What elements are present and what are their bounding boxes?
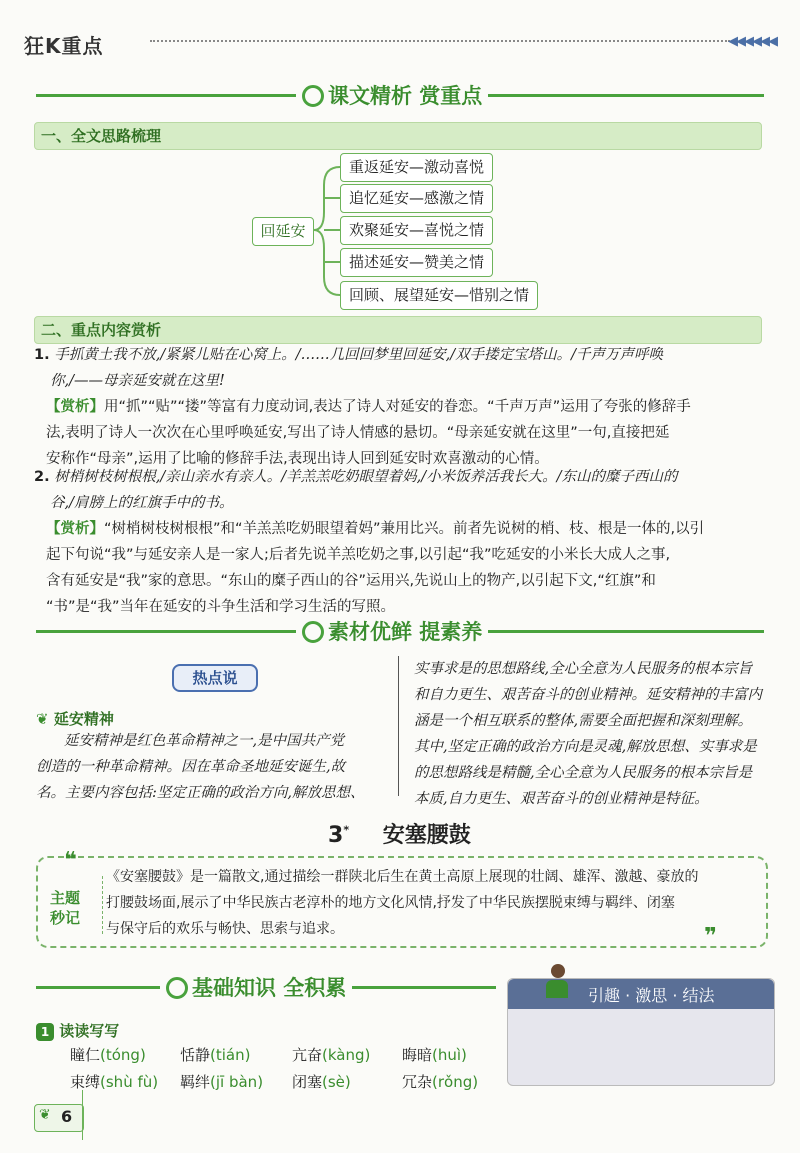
subsection-label: 一、全文思路梳理 <box>41 127 162 145</box>
lesson-title <box>328 818 471 849</box>
body-line: 与保守后的欢乐与畅快、思索与追求。 <box>106 921 344 937</box>
vocab-item: 亢奋(kàng) <box>292 1046 371 1064</box>
analysis-text: 起下句说“我”与延安亲人是一家人;后者先说羊羔吃奶之事,以引起“我”吃延安的小米长大成人之事, <box>46 547 671 563</box>
number-one-icon: 1 <box>36 1023 54 1041</box>
vocab-item: 冗杂(rǒng) <box>402 1073 479 1091</box>
hot-badge-label: 热点说 <box>192 669 238 687</box>
vocab-item: 恬静(tián) <box>180 1046 251 1064</box>
hot-body-right <box>414 656 770 812</box>
body-line: 其中,坚定正确的政治方向是灵魂,解放思想、实事求是 <box>414 739 757 755</box>
footer-rule <box>82 1090 83 1140</box>
vocab-heading-text: 读读写写 <box>59 1022 120 1040</box>
tips-panel-title: 引趣 · 激思 · 结法 <box>588 986 715 1005</box>
section-title <box>160 972 352 1002</box>
leaf-icon: ❦ <box>36 710 49 728</box>
poem-line: 树梢树枝树根根,/亲山亲水有亲人。/羊羔羔吃奶眼望着妈,/小米饭养活我长大。/东山的糜子西山的 <box>54 469 678 485</box>
vocab-item: 瞳仁(tóng) <box>70 1046 146 1064</box>
theme-label <box>50 888 80 928</box>
question-number: 1. <box>34 347 50 363</box>
analysis-tag: 【赏析】 <box>46 521 104 537</box>
lesson-title-text: 安塞腰鼓 <box>382 823 471 848</box>
page-number: 6 <box>61 1107 73 1126</box>
question-number: 2. <box>34 469 50 485</box>
logo-text: 狂K重点 <box>24 34 104 58</box>
mindmap-branch: 追忆延安—感激之情 <box>340 184 493 213</box>
analysis-text: 法,表明了诗人一次次在心里呼唤延安,写出了诗人情感的悬切。“母亲延安就在这里”一句,直接把延 <box>46 425 670 441</box>
poem-line: 手抓黄土我不放,/紧紧儿贴在心窝上。/……几回回梦里回延安,/双手搂定宝塔山。/千声万声呼唤 <box>54 347 663 363</box>
theme-label-line: 秒记 <box>50 909 81 927</box>
quote-close-icon: ❞ <box>704 924 717 949</box>
quote-open-icon: ❝ <box>64 848 77 873</box>
hot-badge <box>172 664 258 692</box>
body-line: 《安塞腰鼓》是一篇散文,通过描绘一群陕北后生在黄土高原上展现的壮阔、雄浑、激越、豪放的 <box>106 869 699 885</box>
question-2 <box>34 464 764 620</box>
body-line: 涵是一个相互联系的整体,需要全面把握和深刻理解。 <box>414 713 753 729</box>
section-title-text: 课文精析 赏重点 <box>328 84 483 108</box>
question-1 <box>34 342 764 472</box>
page-number-tab <box>34 1104 84 1132</box>
theme-divider <box>102 876 104 934</box>
body-line: 延安精神是红色革命精神之一,是中国共产党 <box>64 733 345 749</box>
swirl-icon <box>302 621 324 643</box>
mindmap-branch: 描述延安—赞美之情 <box>340 248 493 277</box>
section-title <box>296 616 488 646</box>
vocab-item: 束缚(shù fù) <box>70 1073 159 1091</box>
mindmap-branch: 欢聚延安—喜悦之情 <box>340 216 493 245</box>
poem-line: 你,/——母亲延安就在这里! <box>50 373 225 389</box>
logo <box>24 30 104 59</box>
body-line: 打腰鼓场面,展示了中华民族古老淳朴的地方文化风情,抒发了中华民族摆脱束缚与羁绊、闭塞 <box>106 895 675 911</box>
analysis-tag: 【赏析】 <box>46 399 104 415</box>
section-title-text: 基础知识 全积累 <box>192 976 347 1000</box>
theme-body <box>106 864 762 942</box>
body-line: 和自力更生、艰苦奋斗的创业精神。延安精神的丰富内 <box>414 687 762 703</box>
body-line: 实事求是的思想路线,全心全意为人民服务的根本宗旨 <box>414 661 753 677</box>
vocab-grid <box>70 1044 510 1092</box>
analysis-text: 含有延安是“我”家的意思。“东山的糜子西山的谷”运用兴,先说山上的物产,以引起下文,“红旗”和 <box>46 573 656 589</box>
hot-body <box>36 728 396 806</box>
mindmap-branch: 重返延安—激动喜悦 <box>340 153 493 182</box>
arrows-icon: ◀◀◀◀◀◀ <box>728 34 776 49</box>
lesson-star: * <box>343 823 350 837</box>
header-divider <box>150 40 730 42</box>
analysis-text: 用“抓”“贴”“搂”等富有力度动词,表达了诗人对延安的眷恋。“千声万声”运用了夸张的修辞手 <box>104 399 691 415</box>
section-title-text: 素材优鲜 提素养 <box>328 620 483 644</box>
swirl-icon <box>302 85 324 107</box>
vocab-item: 晦暗(huì) <box>402 1046 467 1064</box>
analysis-text: “树梢树枝树根根”和“羊羔羔吃奶眼望着妈”兼用比兴。前者先说树的梢、枝、根是一体的,以引 <box>104 521 705 537</box>
mindmap-center: 回延安 <box>252 217 314 246</box>
subsection-band <box>34 122 762 150</box>
poem-line: 谷,/肩膀上的红旗手中的书。 <box>50 495 234 511</box>
analysis-text: “书”是“我”当年在延安的斗争生活和学习生活的写照。 <box>46 599 396 615</box>
hot-heading-text: 延安精神 <box>53 710 114 728</box>
body-line: 的思想路线是精髓,全心全意为人民服务的根本宗旨是 <box>414 765 753 781</box>
analysis-text: 安称作“母亲”,运用了比喻的修辞手法,表现出诗人回到延安时欢喜激动的心情。 <box>46 451 549 467</box>
section-title <box>296 80 488 110</box>
hot-heading <box>36 708 114 729</box>
leaf-icon: ❦ <box>39 1107 51 1123</box>
student-icon <box>546 964 570 998</box>
lesson-number: 3 <box>328 823 344 848</box>
vocab-item: 闭塞(sè) <box>292 1073 351 1091</box>
body-line: 本质,自力更生、艰苦奋斗的创业精神是特征。 <box>414 791 709 807</box>
body-line: 名。主要内容包括:坚定正确的政治方向,解放思想、 <box>36 785 365 801</box>
subsection-label: 二、重点内容赏析 <box>41 321 162 339</box>
vocab-item: 羁绊(jī bàn) <box>180 1073 264 1091</box>
body-line: 创造的一种革命精神。因在革命圣地延安诞生,故 <box>36 759 346 775</box>
mindmap-branch: 回顾、展望延安—惜别之情 <box>340 281 538 310</box>
subsection-band <box>34 316 762 344</box>
theme-label-line: 主题 <box>50 889 81 907</box>
swirl-icon <box>166 977 188 999</box>
vocab-heading <box>36 1020 119 1041</box>
column-divider <box>398 656 399 796</box>
